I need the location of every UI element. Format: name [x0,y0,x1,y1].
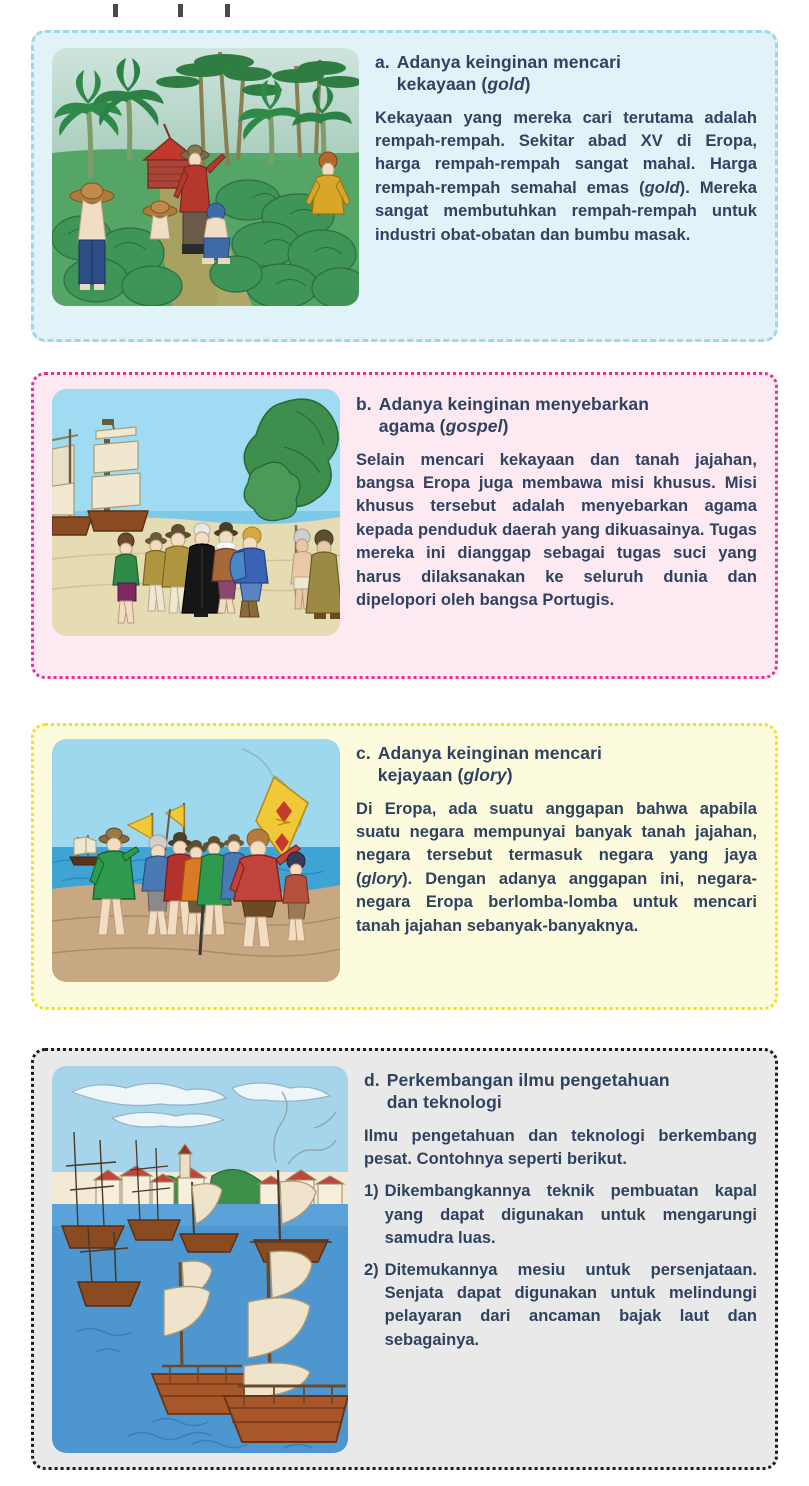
panel-tech-list-item-1 [364,1180,757,1250]
list-item-1-text: Dikembangkannya teknik pembuatan kapal yang dapat digunakan untuk mengarungi samudra luas. [384,1182,757,1248]
panel-gospel-marker: b. [356,394,372,414]
tick-mark [113,4,118,17]
panel-tech-heading-text: Perkembangan ilmu pengetahuan dan teknologi [386,1070,670,1113]
panel-gold-text [359,33,775,257]
harbor-sailing-ships-illustration [52,1066,348,1453]
panel-glory-heading-text: Adanya keinginan mencari kejayaan (glory) [377,743,602,786]
panel-gospel-text [340,375,775,622]
panel-tech [31,1048,778,1470]
panel-tech-heading [364,1069,757,1114]
missionaries-landing-illustration [52,389,340,636]
list-item-2-text: Ditemukannya mesiu untuk persenjataan. Senjata dapat digunakan untuk melindungi pelayaran dari ancaman bajak laut dan sebagainya. [384,1260,757,1349]
list-item-2-number: 2) [364,1260,379,1279]
panel-gospel-body: Selain mencari kekayaan dan tanah jajahan, bangsa Eropa juga membawa misi khusus. Misi khusus tersebut adalah menyebarkan agama kepada penduduk daerah yang dikuasainya. Tugas mereka ini dianggap sebagai tugas suci yang harus dilaksanakan ke seluruh dunia dan dipelopori oleh bangsa Portugis. [356,450,757,609]
panel-gospel [31,372,778,679]
panel-glory-body: Di Eropa, ada suatu anggapan bahwa apabila suatu negara mempunyai banyak tanah jajahan, negara tersebut termasuk negara yang jaya (glory). Dengan adanya anggapan ini, negara-negara Eropa berlomba-lomba untuk mencari tanah jajahan sebanyak-banyaknya. [356,799,757,935]
page-top-tick-marks [0,0,809,18]
panel-glory-heading [356,742,757,787]
panel-tech-list-item-2 [364,1259,757,1352]
panel-glory-marker: c. [356,743,371,763]
panel-gold [31,30,778,342]
list-item-1-number: 1) [364,1182,379,1201]
panel-gospel-heading-text: Adanya keinginan menyebarkan agama (gospel) [378,394,650,437]
panel-tech-body: Ilmu pengetahuan dan teknologi berkembang pesat. Contohnya seperti berikut. [364,1126,757,1169]
spice-plantation-illustration [52,48,359,306]
panel-tech-text [348,1051,775,1370]
tick-mark [225,4,230,17]
panel-gospel-heading [356,393,757,438]
panel-gold-heading-text: Adanya keinginan mencari kekayaan (gold) [396,52,621,95]
panel-glory-text [340,726,775,948]
panel-gold-heading [375,51,757,96]
panel-tech-marker: d. [364,1070,380,1090]
panel-glory [31,723,778,1010]
panel-gold-body: Kekayaan yang mereka cari terutama adalah rempah-rempah. Sekitar abad XV di Eropa, harga rempah-rempah sangat mahal. Harga rempah-rempah semahal emas (gold). Mereka sangat membutuhkan rempah-rempah untuk industri obat-obatan dan bumbu masak. [375,108,757,244]
tick-mark [178,4,183,17]
panel-gold-marker: a. [375,52,390,72]
explorers-with-flags-illustration [52,739,340,982]
